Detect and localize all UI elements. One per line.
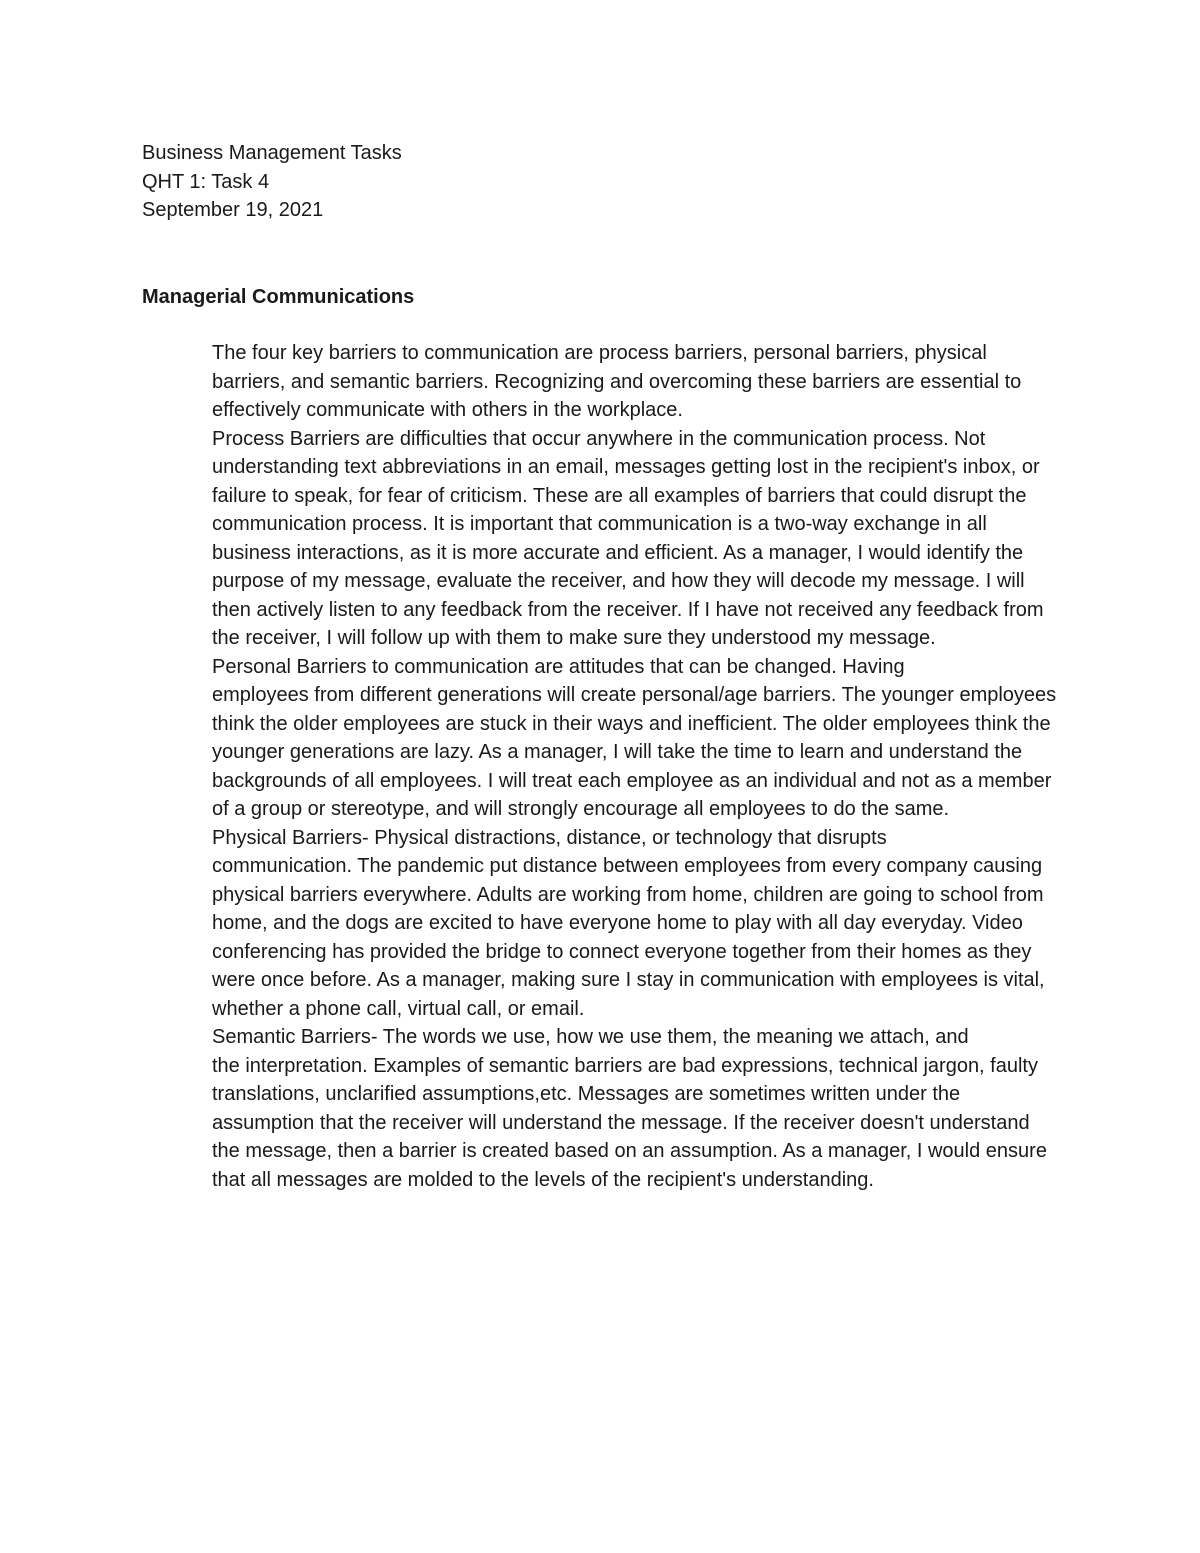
paragraph-line: assumption that the receiver will understand the message. If the receiver doesn't understand xyxy=(212,1111,1030,1134)
paragraph-line: physical barriers everywhere. Adults are working from home, children are going to school from xyxy=(212,883,1044,906)
paragraph-line: understanding text abbreviations in an email, messages getting lost in the recipient's inbox, or xyxy=(212,456,1040,478)
paragraph-line: think the older employees are stuck in their ways and inefficient. The older employees think the xyxy=(212,712,1051,735)
paragraph-line: barriers, and semantic barriers. Recognizing and overcoming these barriers are essential to xyxy=(212,370,1022,393)
document-body xyxy=(142,139,1060,1194)
paragraph-line: effectively communicate with others in the workplace. xyxy=(212,399,683,421)
body-paragraph xyxy=(142,339,1060,425)
paragraph-line: Process Barriers are difficulties that occur anywhere in the communication process. Not xyxy=(212,427,986,450)
paragraph-line: Semantic Barriers- The words we use, how we use them, the meaning we attach, and xyxy=(212,1026,969,1048)
paragraph-line: translations, unclarified assumptions,etc. Messages are sometimes written under the xyxy=(212,1083,961,1105)
paragraph-line: The four key barriers to communication are process barriers, personal barriers, physical xyxy=(212,342,987,364)
paragraph-line: then actively listen to any feedback from the receiver. If I have not received any feedback from xyxy=(212,598,1044,621)
paragraph-list xyxy=(142,339,1060,1194)
paragraph-line: the interpretation. Examples of semantic barriers are bad expressions, technical jargon, faulty xyxy=(212,1054,1038,1077)
paragraph-line: the receiver, I will follow up with them to make sure they understood my message. xyxy=(212,627,936,649)
paragraph-line: Personal Barriers to communication are attitudes that can be changed. Having xyxy=(212,655,905,678)
paragraph-line: Physical Barriers- Physical distractions, distance, or technology that disrupts xyxy=(212,826,887,849)
paragraph-line: conferencing has provided the bridge to connect everyone together from their homes as they xyxy=(212,940,1032,963)
paragraph-line: communication process. It is important that communication is a two-way exchange in all xyxy=(212,513,987,535)
document-title: Managerial Communications xyxy=(142,285,415,308)
task-label: QHT 1: Task 4 xyxy=(142,170,270,193)
paragraph-line: that all messages are molded to the levels of the recipient's understanding. xyxy=(212,1168,874,1191)
paragraph-line: the message, then a barrier is created based on an assumption. As a manager, I would ensure xyxy=(212,1140,1047,1162)
body-paragraph xyxy=(142,824,1060,1024)
paragraph-line: communication. The pandemic put distance between employees from every company causing xyxy=(212,855,1043,877)
paragraph-line: employees from different generations will create personal/age barriers. The younger employees xyxy=(212,684,1057,706)
paragraph-line: home, and the dogs are excited to have everyone home to play with all day everyday. Video xyxy=(212,912,1023,934)
course-name: Business Management Tasks xyxy=(142,142,402,164)
document-date: September 19, 2021 xyxy=(142,199,324,221)
paragraph-line: were once before. As a manager, making sure I stay in communication with employees is vital, xyxy=(212,969,1045,991)
paragraph-line: failure to speak, for fear of criticism. These are all examples of barriers that could disrupt the xyxy=(212,484,1027,507)
body-paragraph xyxy=(142,653,1060,824)
body-paragraph xyxy=(142,425,1060,653)
paragraph-line: whether a phone call, virtual call, or email. xyxy=(212,997,585,1020)
paragraph-line: business interactions, as it is more accurate and efficient. As a manager, I would identify the xyxy=(212,541,1024,564)
paragraph-line: purpose of my message, evaluate the receiver, and how they will decode my message. I will xyxy=(212,570,1025,592)
paragraph-line: younger generations are lazy. As a manager, I will take the time to learn and understand the xyxy=(212,741,1023,763)
paragraph-line: backgrounds of all employees. I will treat each employee as an individual and not as a member xyxy=(212,769,1052,792)
paragraph-line: of a group or stereotype, and will strongly encourage all employees to do the same. xyxy=(212,798,950,820)
body-paragraph xyxy=(142,1023,1060,1194)
